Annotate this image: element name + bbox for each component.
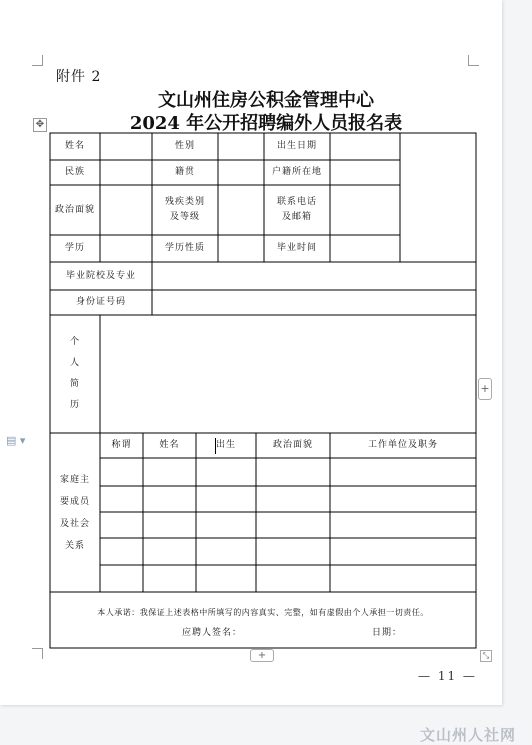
family-header-relation: 称谓 bbox=[111, 440, 132, 450]
crop-mark-top-right bbox=[468, 55, 479, 66]
school-major-label: 毕业院校及专业 bbox=[65, 270, 136, 281]
contact-field[interactable] bbox=[330, 185, 400, 235]
education-label: 学历 bbox=[64, 243, 85, 253]
family-header-political: 政治面貌 bbox=[272, 440, 313, 450]
add-row-icon[interactable]: + bbox=[478, 378, 492, 400]
graduation-time-label: 毕业时间 bbox=[276, 243, 317, 253]
family-header-birth: 出生 bbox=[215, 440, 236, 450]
gender-label: 性别 bbox=[174, 141, 195, 151]
ethnicity-label: 民族 bbox=[64, 167, 85, 177]
family-row[interactable] bbox=[100, 565, 476, 592]
id-number-label: 身份证号码 bbox=[75, 297, 126, 307]
gender-field[interactable] bbox=[218, 133, 264, 160]
watermark: 文山州人社网 bbox=[420, 726, 517, 744]
resume-field[interactable] bbox=[100, 315, 476, 433]
education-field[interactable] bbox=[100, 235, 152, 262]
resume-label: 个人简历 bbox=[69, 337, 80, 410]
education-type-field[interactable] bbox=[218, 235, 264, 262]
id-number-field[interactable] bbox=[152, 290, 476, 315]
birth-date-label: 出生日期 bbox=[276, 141, 317, 151]
page-number: — 11 — bbox=[418, 669, 477, 683]
crop-mark-bottom-left bbox=[32, 648, 43, 659]
school-major-field[interactable] bbox=[152, 262, 476, 290]
household-location-label: 户籍所在地 bbox=[271, 167, 322, 177]
family-row[interactable] bbox=[100, 458, 476, 486]
family-row[interactable] bbox=[100, 512, 476, 538]
document-icon[interactable]: ▤ ▾ bbox=[6, 434, 26, 447]
add-column-icon[interactable]: + bbox=[250, 649, 274, 662]
crop-mark-top-left bbox=[32, 55, 43, 66]
family-header-name: 姓名 bbox=[159, 440, 180, 450]
move-icon[interactable]: ✥ bbox=[33, 118, 47, 132]
graduation-time-field[interactable] bbox=[330, 235, 400, 262]
family-label: 家庭主要成员及社会关系 bbox=[59, 474, 90, 551]
name-field[interactable] bbox=[100, 133, 152, 160]
political-status-label: 政治面貌 bbox=[54, 204, 95, 215]
resize-icon[interactable]: ⤡ bbox=[480, 650, 492, 662]
political-status-field[interactable] bbox=[100, 185, 152, 235]
native-place-label: 籍贯 bbox=[174, 167, 195, 177]
signature-label: 应聘人签名： bbox=[182, 627, 243, 638]
photo-field[interactable] bbox=[400, 133, 476, 262]
family-row[interactable] bbox=[100, 486, 476, 512]
disability-type-field[interactable] bbox=[218, 185, 264, 235]
contact-label: 联系电话及邮箱 bbox=[276, 197, 317, 222]
text-cursor bbox=[215, 438, 216, 454]
page-subtitle: 2024 年公开招聘编外人员报名表 bbox=[129, 113, 403, 134]
annex-label: 附件 2 bbox=[56, 69, 102, 85]
name-label: 姓名 bbox=[64, 141, 85, 151]
ethnicity-field[interactable] bbox=[100, 160, 152, 185]
family-header-workplace: 工作单位及职务 bbox=[367, 440, 438, 450]
birth-date-field[interactable] bbox=[330, 133, 400, 160]
native-place-field[interactable] bbox=[218, 160, 264, 185]
family-row[interactable] bbox=[100, 538, 476, 565]
disability-type-label: 残疾类别及等级 bbox=[164, 197, 205, 222]
education-type-label: 学历性质 bbox=[164, 243, 205, 253]
household-location-field[interactable] bbox=[330, 160, 400, 185]
page-title: 文山州住房公积金管理中心 bbox=[158, 90, 374, 111]
pledge-text: 本人承诺：我保证上述表格中所填写的内容真实、完整，如有虚假由个人承担一切责任。 bbox=[97, 607, 429, 617]
date-label: 日期： bbox=[372, 627, 403, 638]
